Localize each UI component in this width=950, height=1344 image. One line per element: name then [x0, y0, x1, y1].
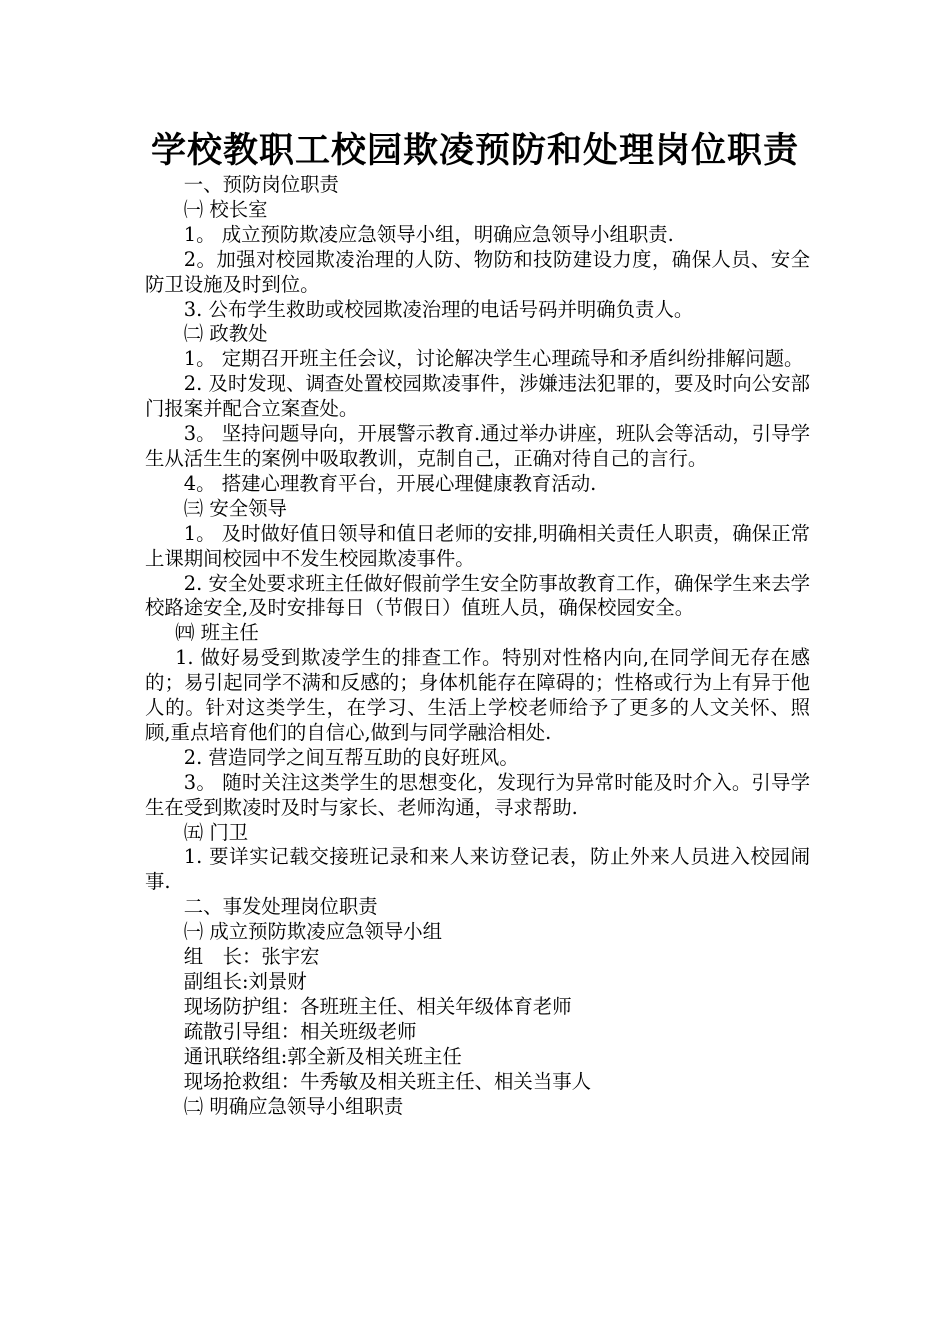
paragraph: 通讯联络组:郭全新及相关班主任	[183, 1044, 462, 1068]
paragraph: 1。 成立预防欺凌应急领导小组，明确应急领导小组职责.	[183, 222, 674, 246]
paragraph: 2. 及时发现、调查处置校园欺凌事件，涉嫌违法犯罪的，要及时向公安部门报案并配合立案查处。	[145, 372, 810, 421]
paragraph: 一、预防岗位职责	[183, 173, 339, 196]
paragraph: 2. 营造同学之间互帮互助的良好班风。	[183, 745, 519, 769]
paragraph: 组 长：张宇宏	[183, 945, 320, 969]
paragraph: ㈣ 班主任	[175, 621, 259, 645]
paragraph: ㈠ 成立预防欺凌应急领导小组	[183, 920, 443, 944]
paragraph: 1。 及时做好值日领导和值日老师的安排,明确相关责任人职责，确保正常上课期间校园中不发生校园欺凌事件。	[145, 521, 810, 570]
paragraph: 1。 定期召开班主任会议，讨论解决学生心理疏导和矛盾纠纷排解问题。	[183, 347, 804, 371]
paragraph: 现场抢救组：牛秀敏及相关班主任、相关当事人	[183, 1069, 591, 1093]
paragraph: 2。加强对校园欺凌治理的人防、物防和技防建设力度，确保人员、安全防卫设施及时到位。	[145, 247, 810, 296]
paragraph: ㈤ 门卫	[183, 820, 249, 844]
paragraph: 3. 公布学生救助或校园欺凌治理的电话号码并明确负责人。	[183, 297, 694, 321]
paragraph: 3。 随时关注这类学生的思想变化，发现行为异常时能及时介入。引导学生在受到欺凌时及时与家长、老师沟通，寻求帮助.	[145, 770, 810, 819]
paragraph: 疏散引导组：相关班级老师	[183, 1019, 417, 1043]
document-body	[145, 173, 810, 1119]
paragraph: 现场防护组：各班班主任、相关年级体育老师	[183, 994, 572, 1018]
paragraph: 二、事发处理岗位职责	[183, 895, 378, 919]
paragraph: 1. 要详实记载交接班记录和来人来访登记表，防止外来人员进入校园闹事.	[145, 845, 810, 894]
paragraph: ㈠ 校长室	[183, 197, 268, 221]
paragraph: ㈡ 政教处	[183, 322, 268, 346]
paragraph: 2. 安全处要求班主任做好假前学生安全防事故教育工作，确保学生来去学校路途安全,及时安排每日（节假日）值班人员，确保校园安全。	[145, 571, 810, 620]
paragraph: 1. 做好易受到欺凌学生的排查工作。特别对性格内向,在同学间无存在感的；易引起同学不满和反感的；身体机能存在障碍的；性格或行为上有异于他人的。针对这类学生，在学习、生活上学校老师给予了更多的人文关怀、照顾,重点培育他们的自信心,做到与同学融洽相处.	[145, 646, 810, 744]
paragraph: 副组长:刘景财	[183, 970, 307, 993]
document-title: 学校教职工校园欺凌预防和处理岗位职责	[150, 130, 799, 171]
paragraph: 3。 坚持问题导向，开展警示教育.通过举办讲座，班队会等活动，引导学生从活生生的案例中吸取教训，克制自己，正确对待自己的言行。	[145, 422, 810, 470]
paragraph: ㈡ 明确应急领导小组职责	[183, 1094, 404, 1118]
paragraph: ㈢ 安全领导	[183, 496, 287, 520]
paragraph: 4。 搭建心理教育平台，开展心理健康教育活动.	[183, 471, 597, 495]
